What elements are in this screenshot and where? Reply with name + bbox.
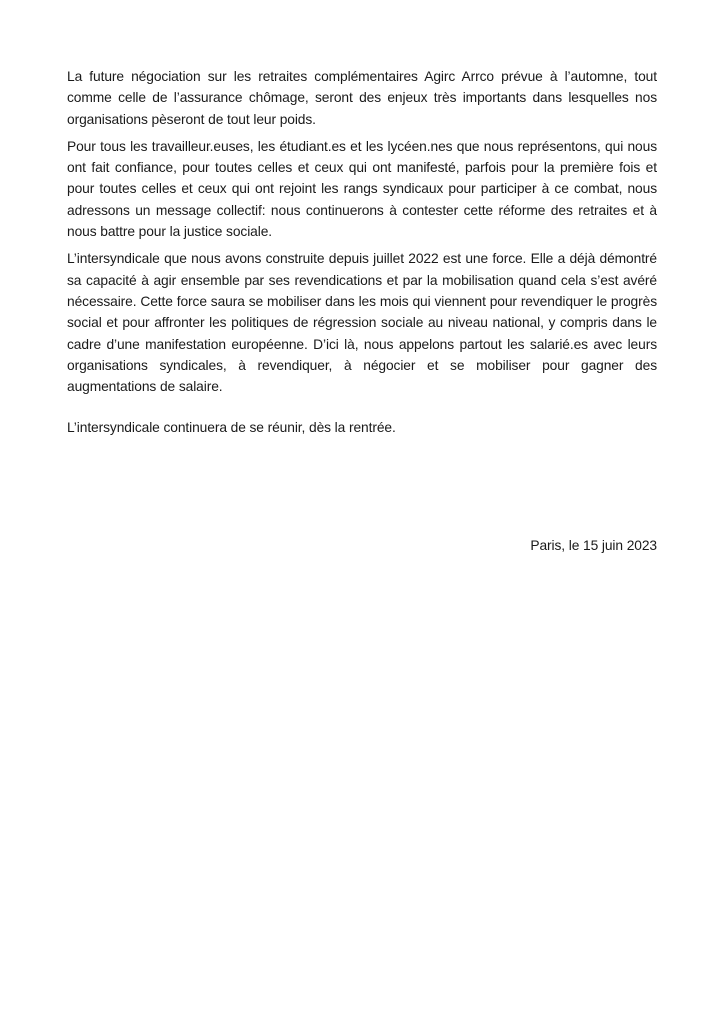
paragraph-negociation-agirc-arrco: La future négociation sur les retraites complémentaires Agirc Arrco prévue à l’automne, tout comme celle de l’assurance chômage, seront des enjeux très importants dans lesquelles nos organisations pèseront de tout leur poids. bbox=[67, 69, 657, 127]
paragraph-message-collectif: Pour tous les travailleur.euses, les étudiant.es et les lycéen.nes que nous représentons, qui nous ont fait confiance, pour toutes celles et ceux qui ont manifesté, parfois pour la première fois et pour toutes celles et ceux qui ont rejoint les rangs syndicaux pour participer à ce combat, nous adressons un message collectif: nous continuerons à contester cette réforme des retraites et à nous battre pour la justice sociale. bbox=[67, 138, 657, 240]
paragraph-intersyndicale-force: L’intersyndicale que nous avons construite depuis juillet 2022 est une force. Elle a déjà démontré sa capacité à agir ensemble par ses revendications et par la mobilisation quand cela s’est avéré nécessaire. Cette force saura se mobiliser dans les mois qui viennent pour revendiquer le progrès social et pour affronter les politiques de régression sociale au niveau national, y compris dans le cadre d’une manifestation européenne. D’ici là, nous appelons partout les salarié.es avec leurs organisations syndicales, à revendiquer, à négocier et se mobiliser pour gagner des augmentations de salaire. bbox=[67, 251, 657, 395]
closing-line: L’intersyndicale continuera de se réunir, dès la rentrée. bbox=[67, 420, 396, 436]
dateline: Paris, le 15 juin 2023 bbox=[530, 537, 657, 553]
